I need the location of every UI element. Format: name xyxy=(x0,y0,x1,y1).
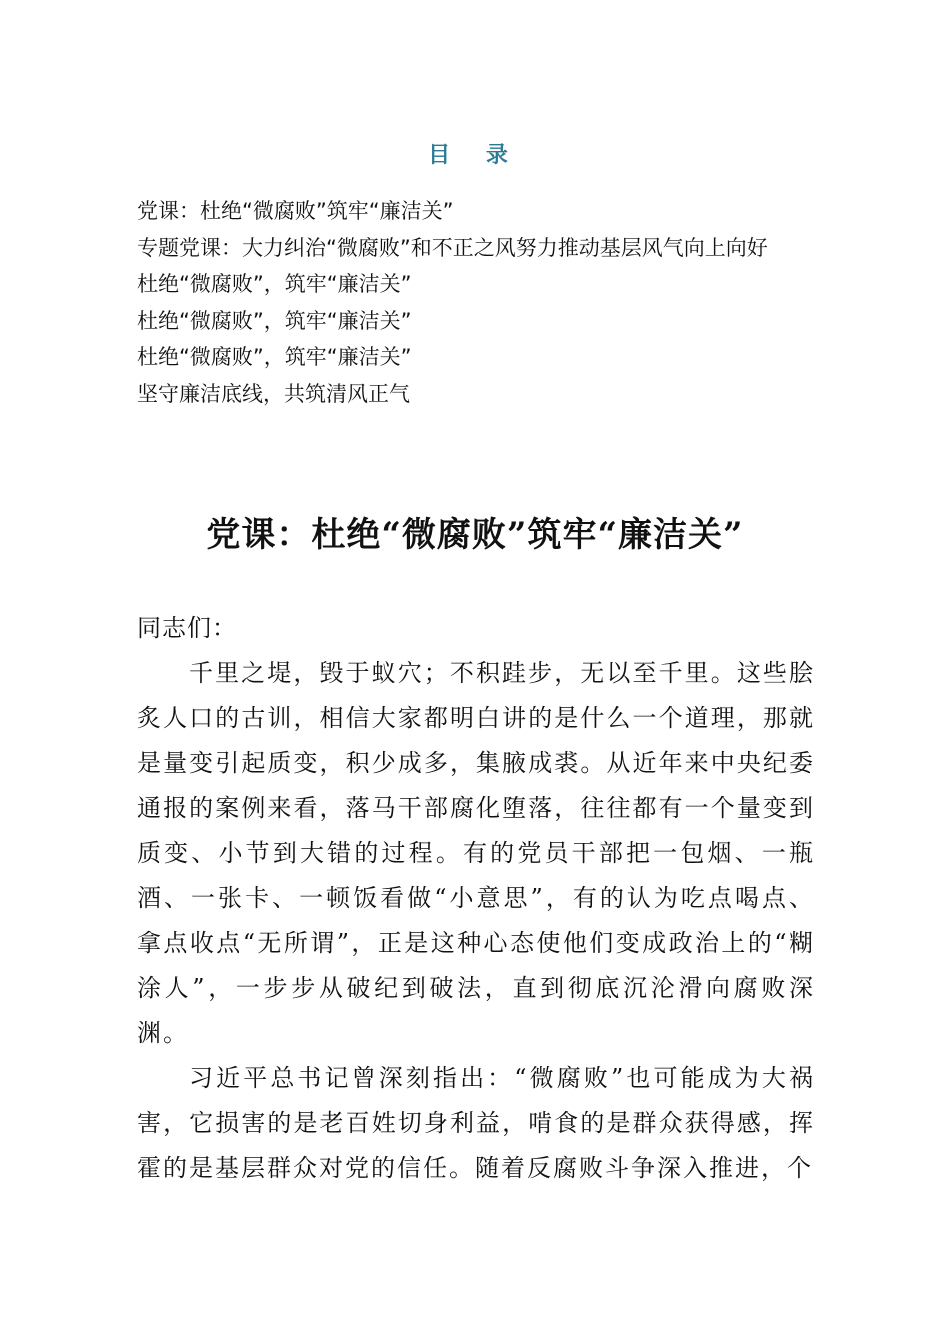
toc-heading: 目 录 xyxy=(428,142,522,168)
toc-item[interactable]: 杜绝“微腐败”，筑牢“廉洁关” xyxy=(137,272,412,297)
toc-item[interactable]: 专题党课：大力纠治“微腐败”和不正之风努力推动基层风气向上向好 xyxy=(137,235,768,260)
toc-item[interactable]: 杜绝“微腐败”，筑牢“廉洁关” xyxy=(137,308,412,333)
body-paragraph: 习近平总书记曾深刻指出：“微腐败”也可能成为大祸害，它损害的是老百姓切身利益，啃食的是群众获得感，挥霍的是基层群众对党的信任。随着反腐败斗争深入推进，个 xyxy=(137,1064,815,1182)
article-body xyxy=(137,606,815,1191)
salutation: 同志们： xyxy=(137,614,237,642)
toc-item[interactable]: 杜绝“微腐败”，筑牢“廉洁关” xyxy=(137,345,412,370)
table-of-contents xyxy=(137,193,837,413)
toc-item[interactable]: 坚守廉洁底线，共筑清风正气 xyxy=(137,381,410,406)
toc-item[interactable]: 党课：杜绝“微腐败”筑牢“廉洁关” xyxy=(137,199,454,223)
body-paragraph: 千里之堤，毁于蚁穴；不积跬步，无以至千里。这些脍炙人口的古训，相信大家都明白讲的是什么一个道理，那就是量变引起质变，积少成多，集腋成裘。从近年来中央纪委通报的案例来看，落马干部腐化堕落，往往都有一个量变到质变、小节到大错的过程。有的党员干部把一包烟、一瓶酒、一张卡、一顿饭看做“小意思”，有的认为吃点喝点、拿点收点“无所谓”，正是这种心态使他们变成政治上的“糊涂人”，一步步从破纪到破法，直到彻底沉沦滑向腐败深渊。 xyxy=(137,659,815,1047)
article-title: 党课：杜绝“微腐败”筑牢“廉洁关” xyxy=(206,515,744,555)
